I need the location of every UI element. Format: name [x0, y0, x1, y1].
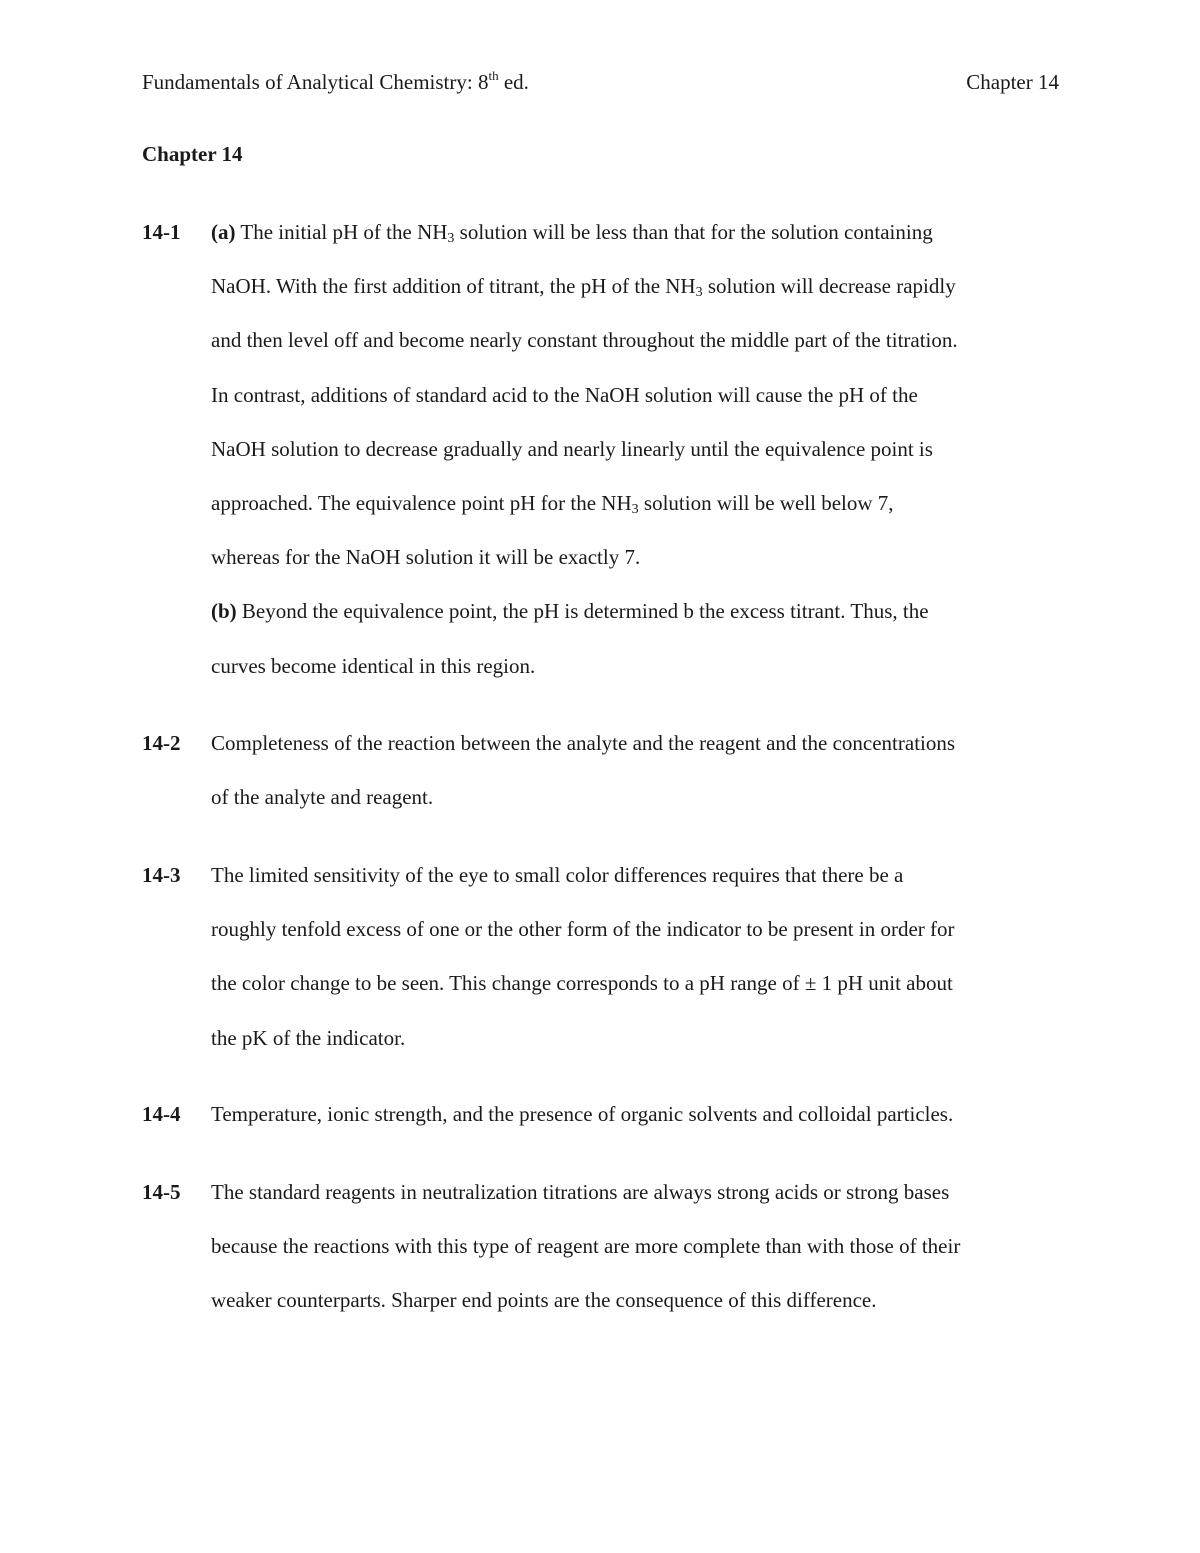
text-line: Completeness of the reaction between the analyte and the reagent and the concentrations	[211, 731, 956, 755]
text-line: weaker counterparts. Sharper end points are the consequence of this difference.	[211, 1288, 877, 1313]
problem-body	[211, 716, 1062, 824]
text-span: approached. The equivalence point pH for the NH	[211, 490, 632, 515]
problem-body	[211, 205, 1062, 693]
text-span: The initial pH of the NH	[235, 220, 448, 244]
text-line: whereas for the NaOH solution it will be exactly 7.	[211, 545, 641, 570]
text-line: The standard reagents in neutralization titrations are always strong acids or strong bases	[211, 1180, 950, 1204]
problem-number: 14-1	[142, 220, 181, 244]
text-line: NaOH solution to decrease gradually and nearly linearly until the equivalence point is	[211, 436, 933, 461]
header-title-text: Fundamentals of Analytical Chemistry: 8	[142, 70, 489, 94]
subscript: 3	[631, 501, 639, 517]
text-line: In contrast, additions of standard acid to the NaOH solution will cause the pH of the	[211, 382, 918, 407]
header-title-suffix: ed.	[498, 70, 529, 94]
text-line: of the analyte and reagent.	[211, 785, 434, 810]
text-line: the color change to be seen. This change corresponds to a pH range of ± 1 pH unit about	[211, 971, 953, 996]
text-line	[211, 205, 1062, 259]
text-span: solution will be less than that for the solution containing	[454, 220, 933, 244]
text-line: The limited sensitivity of the eye to small color differences requires that there be a	[211, 863, 904, 887]
problem-number: 14-2	[142, 731, 181, 755]
text-span: Beyond the equivalence point, the pH is determined b the excess titrant. Thus, the	[236, 599, 929, 624]
text-line	[211, 584, 1062, 638]
problem-body	[211, 1087, 1062, 1141]
problem-body	[211, 1165, 1062, 1328]
subscript: 3	[447, 231, 455, 246]
part-label: (a)	[211, 220, 236, 244]
text-line	[211, 259, 1062, 313]
text-span: solution will be well below 7,	[638, 490, 894, 515]
text-line: and then level off and become nearly constant throughout the middle part of the titration.	[211, 328, 958, 353]
problem-number: 14-5	[142, 1180, 181, 1204]
running-header-chapter: Chapter 14	[966, 70, 1059, 94]
chapter-heading: Chapter 14	[142, 142, 243, 166]
subscript: 3	[695, 285, 703, 301]
running-header-title	[142, 70, 529, 95]
text-line: Temperature, ionic strength, and the presence of organic solvents and colloidal particles.	[211, 1102, 954, 1126]
header-title-superscript: th	[488, 68, 499, 83]
text-line	[211, 476, 1062, 530]
text-span: solution will decrease rapidly	[702, 274, 956, 299]
text-line: because the reactions with this type of reagent are more complete than with those of their	[211, 1234, 961, 1259]
problem-body	[211, 848, 1062, 1065]
part-label: (b)	[211, 599, 237, 624]
text-line: curves become identical in this region.	[211, 653, 536, 678]
text-span: NaOH. With the first addition of titrant, the pH of the NH	[211, 274, 696, 299]
text-line: the pK of the indicator.	[211, 1025, 406, 1050]
problem-number: 14-4	[142, 1102, 181, 1126]
problem-number: 14-3	[142, 863, 181, 887]
text-line: roughly tenfold excess of one or the other form of the indicator to be present in order for	[211, 917, 955, 942]
